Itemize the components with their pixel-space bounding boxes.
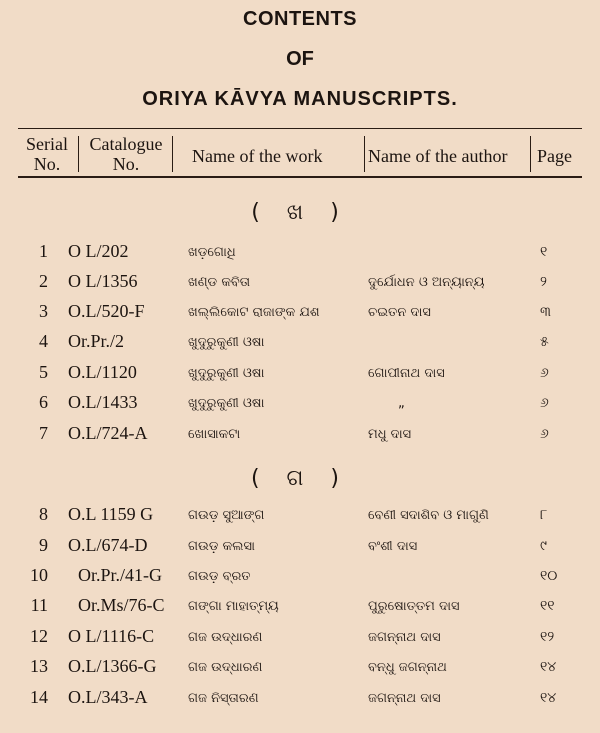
catalogue-number: O.L/724-A	[68, 423, 148, 443]
column-header-catalogue-line1: Catalogue	[89, 134, 163, 154]
section-letter-heading: ( ଖ )	[251, 200, 349, 225]
column-header-catalogue	[80, 134, 172, 174]
work-name: ଖଲ୍ଲିକୋଟ ରାଜାଙ୍କ ଯଶ	[188, 305, 320, 320]
table-row	[0, 565, 600, 593]
work-name: ଖୁଦୁରୁକୁଣୀ ଓଷା	[188, 366, 265, 381]
serial-number: 6	[39, 392, 48, 412]
column-header-serial-line2: No.	[33, 154, 61, 174]
catalogue-number: O.L/674-D	[68, 535, 148, 555]
work-name: ଗଉଡ଼ କଲସା	[188, 539, 255, 554]
serial-number: 5	[39, 362, 48, 382]
catalogue-number: O L/202	[68, 241, 129, 261]
column-divider	[172, 136, 173, 172]
page-number: ୯	[540, 538, 547, 554]
table-row	[0, 687, 600, 715]
author-name: ବନ୍ଧୁ ଜଗନ୍ନାଥ	[368, 660, 447, 675]
page-number: ୩	[540, 304, 552, 320]
table-row	[0, 241, 600, 269]
column-divider	[78, 136, 79, 172]
page-number: ୧୧	[540, 598, 555, 614]
table-row	[0, 392, 600, 420]
catalogue-number: Or.Pr./41-G	[78, 565, 163, 585]
column-header-serial-line1: Serial	[26, 134, 68, 154]
work-name: ଖୁଦୁରୁକୁଣୀ ଓଷା	[188, 335, 265, 350]
column-divider	[364, 136, 365, 172]
serial-number: 12	[30, 626, 48, 646]
column-header-catalogue-line2: No.	[112, 154, 140, 174]
catalogue-number: Or.Ms/76-C	[78, 595, 165, 615]
page-number: ୮	[540, 507, 548, 523]
page-number: ୧୨	[540, 629, 555, 645]
column-header-work: Name of the work	[192, 146, 323, 166]
serial-number: 9	[39, 535, 48, 555]
work-name: ଗଜ ନିସ୍ତାରଣ	[188, 691, 259, 706]
author-name: ଗୋପୀନାଥ ଦାସ	[368, 366, 445, 381]
work-name: ଖଣ୍ଡ କବିତା	[188, 275, 251, 290]
column-header-page: Page	[537, 146, 572, 166]
work-name: ଗଙ୍ଗା ମାହାତ୍ମ୍ୟ	[188, 599, 279, 614]
serial-number: 1	[39, 241, 48, 261]
table-header-rule	[18, 176, 582, 178]
catalogue-number: O L/1116-C	[68, 626, 155, 646]
table-row	[0, 504, 600, 532]
catalogue-number: O.L/1120	[68, 362, 137, 382]
catalogue-number: O.L/520-F	[68, 301, 145, 321]
serial-number: 7	[39, 423, 48, 443]
column-divider	[530, 136, 531, 172]
serial-number: 11	[30, 595, 48, 615]
table-row	[0, 535, 600, 563]
page-title-subject: ORIYA KĀVYA MANUSCRIPTS.	[142, 88, 458, 110]
column-header-serial	[18, 134, 76, 174]
catalogue-number: Or.Pr./2	[68, 331, 125, 351]
catalogue-number: O.L/1366-G	[68, 656, 157, 676]
author-name: ମଧୁ ଦାସ	[368, 427, 412, 442]
author-name: ବଂଶୀ ଦାସ	[368, 539, 418, 554]
section-letter-heading: ( ଗ )	[250, 466, 350, 491]
page-number: ୧୪	[540, 690, 557, 706]
author-name: ଜଗନ୍ନାଥ ଦାସ	[368, 630, 441, 645]
serial-number: 2	[39, 271, 48, 291]
table-row	[0, 331, 600, 359]
serial-number: 14	[30, 687, 48, 707]
work-name: ଗଉଡ଼ ବ୍ରତ	[188, 569, 251, 584]
table-row	[0, 423, 600, 451]
author-name: ପୁରୁଷୋତ୍ତମ ଦାସ	[368, 599, 460, 614]
table-row	[0, 656, 600, 684]
table-top-rule	[18, 128, 582, 129]
author-name: ଚଇତନ ଦାସ	[368, 305, 431, 320]
page-number: ୬	[540, 395, 549, 411]
page-title-contents: CONTENTS	[243, 8, 357, 30]
table-row	[0, 362, 600, 390]
author-name: ବେଣୀ ସଦାଶିବ ଓ ମାଗୁଣି	[368, 508, 489, 523]
table-row	[0, 626, 600, 654]
catalogue-number: O.L/343-A	[68, 687, 148, 707]
page-number: ୨	[540, 274, 547, 290]
serial-number: 10	[30, 565, 48, 585]
column-header-author: Name of the author	[368, 146, 508, 166]
catalogue-number: O L/1356	[68, 271, 138, 291]
page-number: ୧୪	[540, 659, 557, 675]
page-number: ୧	[540, 244, 548, 260]
work-name: ଗଉଡ଼ ସୁଆଙ୍ଗ	[188, 508, 265, 523]
work-name: ଖୋସାକଟା	[188, 427, 241, 442]
table-row	[0, 595, 600, 623]
page-number: ୫	[540, 334, 549, 350]
catalogue-number: O.L 1159 G	[68, 504, 154, 524]
page-number: ୬	[540, 426, 549, 442]
author-name: „	[398, 396, 405, 411]
table-row	[0, 271, 600, 299]
work-name: ଖୁଦୁରୁକୁଣୀ ଓଷା	[188, 396, 265, 411]
serial-number: 3	[39, 301, 48, 321]
catalogue-number: O.L/1433	[68, 392, 138, 412]
work-name: ଗଜ ଉଦ୍ଧାରଣ	[188, 660, 263, 675]
serial-number: 4	[39, 331, 48, 351]
author-name: ଦୁର୍ଯୋଧନ ଓ ଅନ୍ୟାନ୍ୟ	[368, 275, 485, 290]
serial-number: 13	[30, 656, 48, 676]
serial-number: 8	[39, 504, 48, 524]
page-title-of: OF	[286, 48, 314, 70]
page-number: ୬	[540, 365, 549, 381]
author-name: ଜଗନ୍ନାଥ ଦାସ	[368, 691, 441, 706]
page-number: ୧୦	[540, 568, 558, 584]
table-row	[0, 301, 600, 329]
work-name: ଖଡ଼ଗୋଧି	[188, 245, 236, 260]
work-name: ଗଜ ଉଦ୍ଧାରଣ	[188, 630, 263, 645]
